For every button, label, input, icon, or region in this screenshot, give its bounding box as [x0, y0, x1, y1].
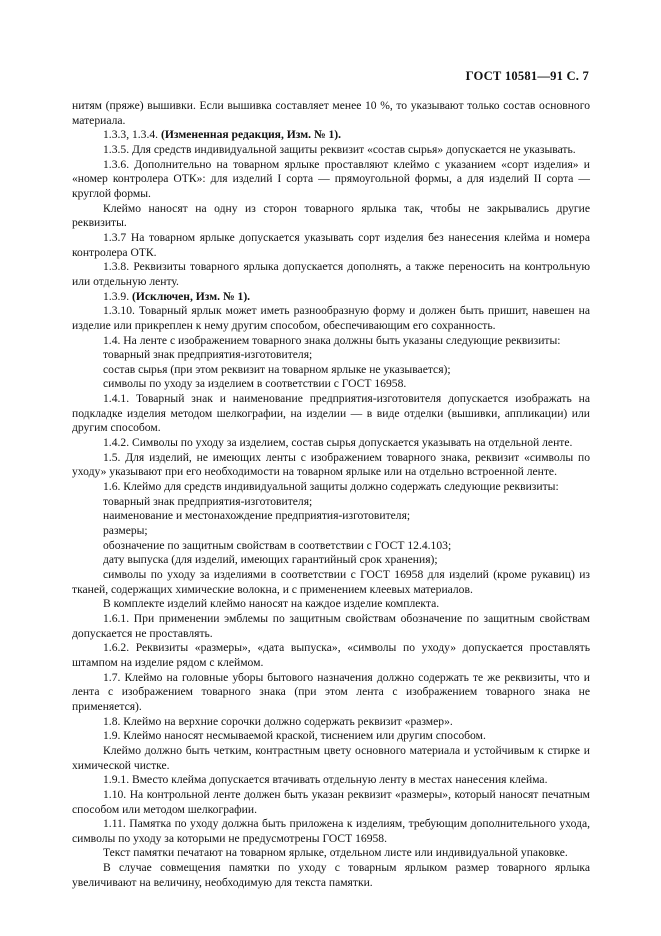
paragraph [72, 846, 590, 861]
paragraph [72, 377, 590, 392]
paragraph [72, 509, 590, 524]
paragraph [72, 671, 590, 715]
paragraph [72, 495, 590, 510]
paragraph-number: 1.3.3, 1.3.4. [103, 128, 161, 142]
paragraph-text: 1.4. На ленте с изображением товарного знака должны быть указаны следующие реквизиты: [103, 333, 561, 347]
paragraph-text: товарный знак предприятия-изготовителя; [103, 494, 313, 508]
paragraph [72, 158, 590, 202]
paragraph-text: 1.9.1. Вместо клейма допускается втачивать отдельную ленту в местах нанесения клейма. [103, 773, 548, 787]
paragraph-text: Клеймо должно быть четким, контрастным цвету основного материала и устойчивым к стирке и химической чистке. [72, 743, 590, 772]
paragraph-text: 1.5. Для изделий, не имеющих ленты с изображением товарного знака, реквизит «символы по уходу» указывают при его необходимости на товарном ярлыке или на отдельно встроенной ленте. [72, 450, 590, 479]
paragraph [72, 553, 590, 568]
paragraph [72, 597, 590, 612]
paragraph [72, 539, 590, 554]
paragraph-text: 1.3.8. Реквизиты товарного ярлыка допускается дополнять, а также переносить на контрольную или отдельную ленту. [72, 260, 590, 288]
paragraph-text: обозначение по защитным свойствам в соответствии с ГОСТ 12.4.103; [103, 538, 452, 552]
paragraph-number: 1.3.9. [103, 289, 132, 303]
paragraph [72, 363, 590, 378]
paragraph-text: 1.3.6. Дополнительно на товарном ярлыке проставляют клеймо с указанием «сорт изделия» и «номер контролера ОТК»: для изделий I сорта — прямоугольной формы, а для изделий II сорта — круглой формы. [72, 157, 590, 200]
paragraph-text: 1.4.2. Символы по уходу за изделием, состав сырья допускается указывать на отдельной ленте. [103, 436, 573, 450]
paragraph [72, 143, 590, 158]
paragraph-text: 1.6.2. Реквизиты «размеры», «дата выпуска», «символы по уходу» допускается проставлять штампом на изделие рядом с клеймом. [72, 641, 590, 669]
page-header: ГОСТ 10581—91 С. 7 [465, 69, 589, 83]
paragraph [72, 260, 590, 289]
paragraph-text: В случае совмещения памятки по уходу с товарным ярлыком размер товарного ярлыка увеличивают на величину, необходимую для текста памятки. [72, 861, 590, 889]
paragraph-text: 1.11. Памятка по уходу должна быть приложена к изделиям, требующим дополнительного ухода, символы по уходу за которыми не предусмотрены ГОСТ 16958. [72, 817, 590, 845]
paragraph-text: символы по уходу за изделием в соответствии с ГОСТ 16958. [103, 377, 407, 391]
paragraph [72, 99, 590, 128]
paragraph [72, 202, 590, 231]
amendment-note: (Измененная редакция, Изм. № 1). [160, 128, 342, 142]
paragraph [72, 290, 590, 305]
paragraph-text: 1.7. Клеймо на головные уборы бытового назначения должно содержать те же реквизиты, что и лента с изображением товарного знака (при этом лента с изображением товарного знака не применяется). [72, 670, 590, 713]
paragraph [72, 128, 590, 143]
paragraph [72, 348, 590, 363]
paragraph [72, 451, 590, 480]
amendment-note: (Исключен, Изм. № 1). [131, 289, 251, 303]
paragraph [72, 817, 590, 846]
paragraph [72, 861, 590, 890]
paragraph [72, 773, 590, 788]
paragraph [72, 641, 590, 670]
paragraph-text: нитям (пряже) вышивки. Если вышивка составляет менее 10 %, то указывают только состав основного материала. [72, 99, 590, 127]
paragraph-text: 1.9. Клеймо наносят несмываемой краской, тиснением или другим способом. [103, 729, 486, 743]
paragraph-text: 1.3.10. Товарный ярлык может иметь разнообразную форму и должен быть пришит, навешен на изделие или прикреплен к нему другим способом, обеспечивающим его сохранность. [72, 304, 590, 332]
paragraph [72, 568, 590, 597]
paragraph-text: Текст памятки печатают на товарном ярлыке, отдельном листе или индивидуальной упаковке. [103, 846, 568, 860]
paragraph-text: состав сырья (при этом реквизит на товарном ярлыке не указывается); [103, 362, 451, 376]
paragraph-text: 1.4.1. Товарный знак и наименование предприятия-изготовителя допускается изображать на подкладке изделия методом шелкографии, на изделии — в виде отделки (вышивки, аппликации) или другим способом. [72, 392, 590, 435]
paragraph-text: В комплекте изделий клеймо наносят на каждое изделие комплекта. [103, 597, 440, 611]
paragraph [72, 612, 590, 641]
paragraph-text: 1.3.5. Для средств индивидуальной защиты реквизит «состав сырья» допускается не указывать. [103, 142, 576, 156]
paragraph-text: символы по уходу за изделиями в соответствии с ГОСТ 16958 для изделий (кроме рукавиц) из тканей, содержащих химические волокна, и с применением клеевых материалов. [72, 568, 590, 596]
paragraph [72, 715, 590, 730]
paragraph [72, 524, 590, 539]
paragraph [72, 788, 590, 817]
paragraph-text: наименование и местонахождение предприятия-изготовителя; [103, 509, 411, 523]
paragraph [72, 729, 590, 744]
paragraph-text: 1.8. Клеймо на верхние сорочки должно содержать реквизит «размер». [103, 714, 453, 728]
paragraph-text: товарный знак предприятия-изготовителя; [103, 348, 313, 362]
paragraph [72, 744, 590, 773]
paragraph-text: размеры; [103, 524, 148, 538]
paragraph [72, 436, 590, 451]
paragraph-text: 1.6.1. При применении эмблемы по защитным свойствам обозначение по защитным свойствам допускается не проставлять. [72, 611, 590, 640]
paragraph [72, 334, 590, 349]
paragraph-text: 1.6. Клеймо для средств индивидуальной защиты должно содержать следующие реквизиты: [103, 480, 559, 494]
paragraph [72, 304, 590, 333]
paragraph-text: 1.10. На контрольной ленте должен быть указан реквизит «размеры», который наносят печатным способом или методом шелкографии. [72, 787, 590, 816]
paragraph-text: дату выпуска (для изделий, имеющих гарантийный срок хранения); [103, 553, 438, 567]
paragraph-text: Клеймо наносят на одну из сторон товарного ярлыка так, чтобы не закрывались другие реквизиты. [72, 201, 590, 230]
paragraph [72, 231, 590, 260]
paragraph [72, 480, 590, 495]
paragraph [72, 392, 590, 436]
document-body [72, 99, 590, 890]
paragraph-text: 1.3.7 На товарном ярлыке допускается указывать сорт изделия без нанесения клейма и номера контролера ОТК. [72, 230, 590, 259]
